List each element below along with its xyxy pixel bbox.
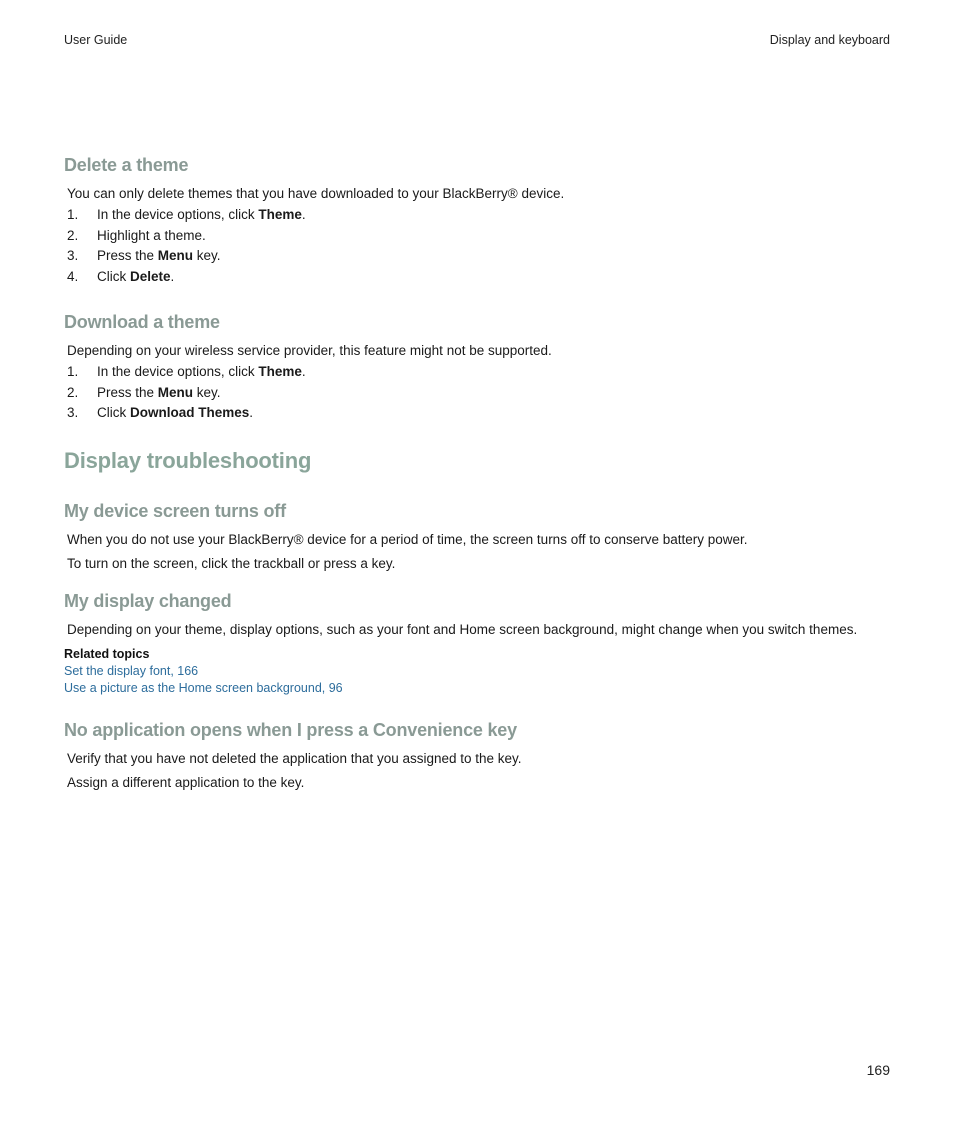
- step-text-end: .: [301, 207, 306, 222]
- step-ui-term: Theme: [258, 207, 302, 222]
- page-content: [64, 154, 894, 793]
- step-text: Press the: [97, 248, 158, 264]
- convenience-key-heading: No application opens when I press a Convenience key: [64, 719, 517, 740]
- download-theme-intro: Depending on your wireless service provider, this feature might not be supported.: [67, 342, 552, 358]
- step-text-end: key.: [193, 384, 221, 400]
- running-header-left: User Guide: [64, 33, 128, 47]
- step-text-end: key.: [193, 248, 221, 264]
- step-ui-term: Delete: [130, 269, 171, 285]
- step-ui-term: Download Themes: [130, 405, 250, 421]
- step-ui-term: Menu: [157, 248, 194, 264]
- step-number: 2.: [67, 227, 79, 243]
- download-theme-heading: Download a theme: [64, 311, 220, 332]
- step-text: In the device options, click: [97, 207, 259, 222]
- related-link-display-font[interactable]: Set the display font, 166: [64, 663, 199, 678]
- step-text: Press the: [97, 384, 158, 400]
- step-item: [67, 267, 894, 288]
- step-ui-term: Menu: [157, 384, 194, 400]
- step-ui-term: Theme: [258, 363, 302, 379]
- page-number: 169: [866, 1062, 890, 1078]
- running-header-right: Display and keyboard: [769, 33, 890, 47]
- step-number: 1.: [67, 363, 79, 379]
- step-item: [67, 362, 894, 383]
- screen-turns-off-heading: My device screen turns off: [64, 500, 286, 521]
- step-number: 3.: [67, 405, 79, 421]
- step-item: [67, 403, 894, 424]
- related-link-home-background[interactable]: Use a picture as the Home screen background, 96: [64, 680, 343, 695]
- step-text: Click: [97, 405, 130, 421]
- display-changed-heading: My display changed: [64, 590, 232, 611]
- delete-theme-intro: You can only delete themes that you have downloaded to your BlackBerry® device.: [67, 186, 565, 201]
- step-item: [67, 205, 894, 226]
- screen-turns-off-para-2: To turn on the screen, click the trackball or press a key.: [67, 555, 396, 571]
- step-number: 4.: [67, 269, 79, 285]
- step-number: 3.: [67, 248, 79, 264]
- related-topics-label: Related topics: [64, 646, 150, 661]
- delete-theme-heading: Delete a theme: [64, 155, 189, 175]
- step-text: Highlight a theme.: [97, 227, 206, 243]
- section-heading-display-troubleshooting: Display troubleshooting: [64, 447, 312, 473]
- step-text: Click: [97, 269, 130, 285]
- convenience-key-para-1: Verify that you have not deleted the application that you assigned to the key.: [67, 750, 522, 766]
- download-theme-steps: [64, 362, 894, 424]
- step-item: [67, 246, 894, 267]
- screen-turns-off-para-1: When you do not use your BlackBerry® device for a period of time, the screen turns off to conserve battery power.: [67, 531, 748, 547]
- step-text-end: .: [301, 363, 306, 379]
- step-number: 2.: [67, 384, 79, 400]
- step-text-end: .: [249, 405, 254, 421]
- delete-theme-steps: [64, 205, 894, 288]
- convenience-key-para-2: Assign a different application to the key.: [67, 774, 305, 790]
- step-item: [67, 226, 894, 247]
- display-changed-para: Depending on your theme, display options, such as your font and Home screen background, might change when you switch themes.: [67, 621, 858, 637]
- step-text: In the device options, click: [97, 363, 259, 379]
- step-item: [67, 383, 894, 404]
- step-number: 1.: [67, 207, 79, 222]
- step-text-end: .: [170, 269, 175, 285]
